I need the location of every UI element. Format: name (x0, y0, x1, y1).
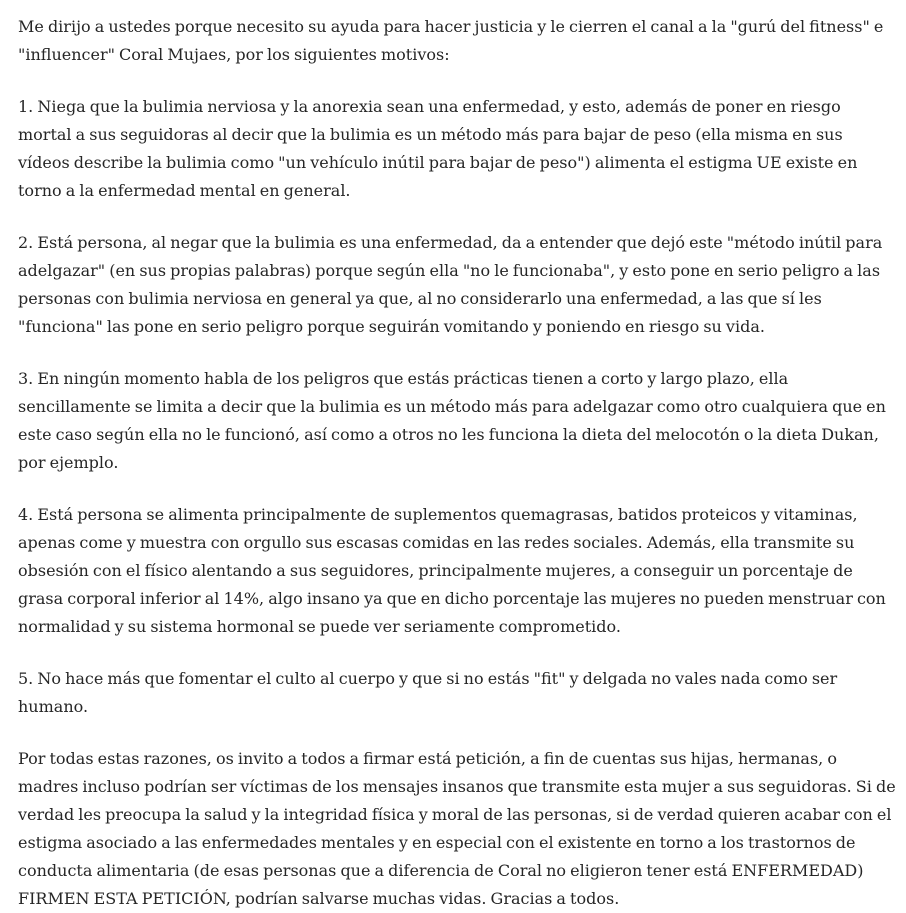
reason-2-paragraph: 2. Está persona, al negar que la bulimia es una enfermedad, da a entender que dejó este "método inútil para adelgazar" (en sus propias palabras) porque según ella "no le funcionaba", y esto pone en serio peligro a las personas con bulimia nerviosa en general ya que, al no considerarlo una enfermedad, a las que sí les "funciona" las pone en serio peligro porque seguirán vomitando y poniendo en riesgo su vida. (18, 233, 883, 336)
closing-paragraph: Por todas estas razones, os invito a todos a firmar está petición, a fin de cuentas sus hijas, hermanas, o madres incluso podrían ser víctimas de los mensajes insanos que transmite esta mujer a sus seguidoras. Si de verdad les preocupa la salud y la integridad física y moral de las personas, si de verdad quieren acabar con el estigma asociado a las enfermedades mentales y en especial con el existente en torno a los trastornos de conducta alimentaria (de esas personas que a diferencia de Coral no eligieron tener está ENFERMEDAD) FIRMEN ESTA PETICIÓN, podrían salvarse muchas vidas. Gracias a todos. (18, 749, 896, 908)
reason-3-paragraph: 3. En ningún momento habla de los peligros que estás prácticas tienen a corto y largo plazo, ella sencillamente se limita a decir que la bulimia es un método más para adelgazar como otro cualquiera que en este caso según ella no le funcionó, así como a otros no les funciona la dieta del melocotón o la dieta Dukan, por ejemplo. (18, 369, 886, 472)
reason-1-paragraph: 1. Niega que la bulimia nerviosa y la anorexia sean una enfermedad, y esto, además de poner en riesgo mortal a sus seguidoras al decir que la bulimia es un método más para bajar de peso (ella misma en sus vídeos describe la bulimia como "un vehículo inútil para bajar de peso") alimenta el estigma UE existe en torno a la enfermedad mental en general. (18, 97, 858, 200)
petition-body (18, 13, 898, 913)
intro-paragraph: Me dirijo a ustedes porque necesito su ayuda para hacer justicia y le cierren el canal a la "gurú del fitness" e "influencer" Coral Mujaes, por los siguientes motivos: (18, 17, 884, 64)
reason-5-paragraph: 5. No hace más que fomentar el culto al cuerpo y que si no estás "fit" y delgada no vales nada como ser humano. (18, 669, 838, 716)
reason-4-paragraph: 4. Está persona se alimenta principalmente de suplementos quemagrasas, batidos proteicos y vitaminas, apenas come y muestra con orgullo sus escasas comidas en las redes sociales. Además, ella transmite su obsesión con el físico alentando a sus seguidores, principalmente mujeres, a conseguir un porcentaje de grasa corporal inferior al 14%, algo insano ya que en dicho porcentaje las mujeres no pueden menstruar con normalidad y su sistema hormonal se puede ver seriamente comprometido. (18, 505, 886, 636)
